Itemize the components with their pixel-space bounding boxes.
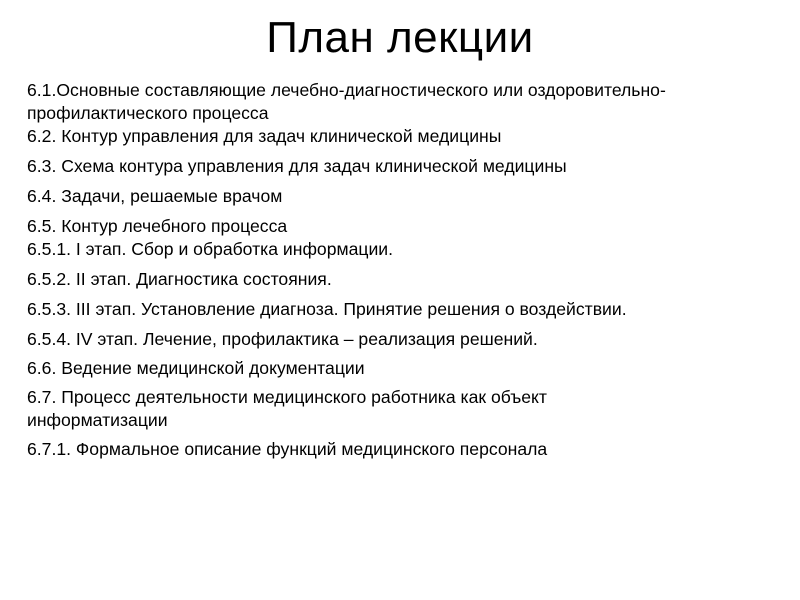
- plan-item-6-2: 6.2. Контур управления для задач клинической медицины: [27, 126, 502, 146]
- plan-item-6-7-1: 6.7.1. Формальное описание функций медицинского персонала: [27, 439, 548, 459]
- plan-item-6-3: 6.3. Схема контура управления для задач клинической медицины: [27, 156, 567, 176]
- lecture-plan-list: [27, 79, 687, 461]
- plan-item-6-6: 6.6. Ведение медицинской документации: [27, 358, 365, 378]
- plan-item-6-5-1: 6.5.1. I этап. Сбор и обработка информации.: [27, 239, 393, 259]
- slide-title: План лекции: [266, 13, 534, 62]
- plan-item-6-7: 6.7. Процесс деятельности медицинского работника как объект информатизации: [27, 387, 547, 430]
- plan-item-6-5-4: 6.5.4. IV этап. Лечение, профилактика – реализация решений.: [27, 329, 538, 349]
- plan-item-6-4: 6.4. Задачи, решаемые врачом: [27, 186, 283, 206]
- plan-item-6-5: 6.5. Контур лечебного процесса: [27, 216, 288, 236]
- plan-item-6-5-3: 6.5.3. III этап. Установление диагноза. Принятие решения о воздействии.: [27, 299, 627, 319]
- plan-item-6-5-2: 6.5.2. II этап. Диагностика состояния.: [27, 269, 332, 289]
- plan-item-6-1: 6.1.Основные составляющие лечебно-диагностического или оздоровительно-профилактического процесса: [27, 80, 666, 123]
